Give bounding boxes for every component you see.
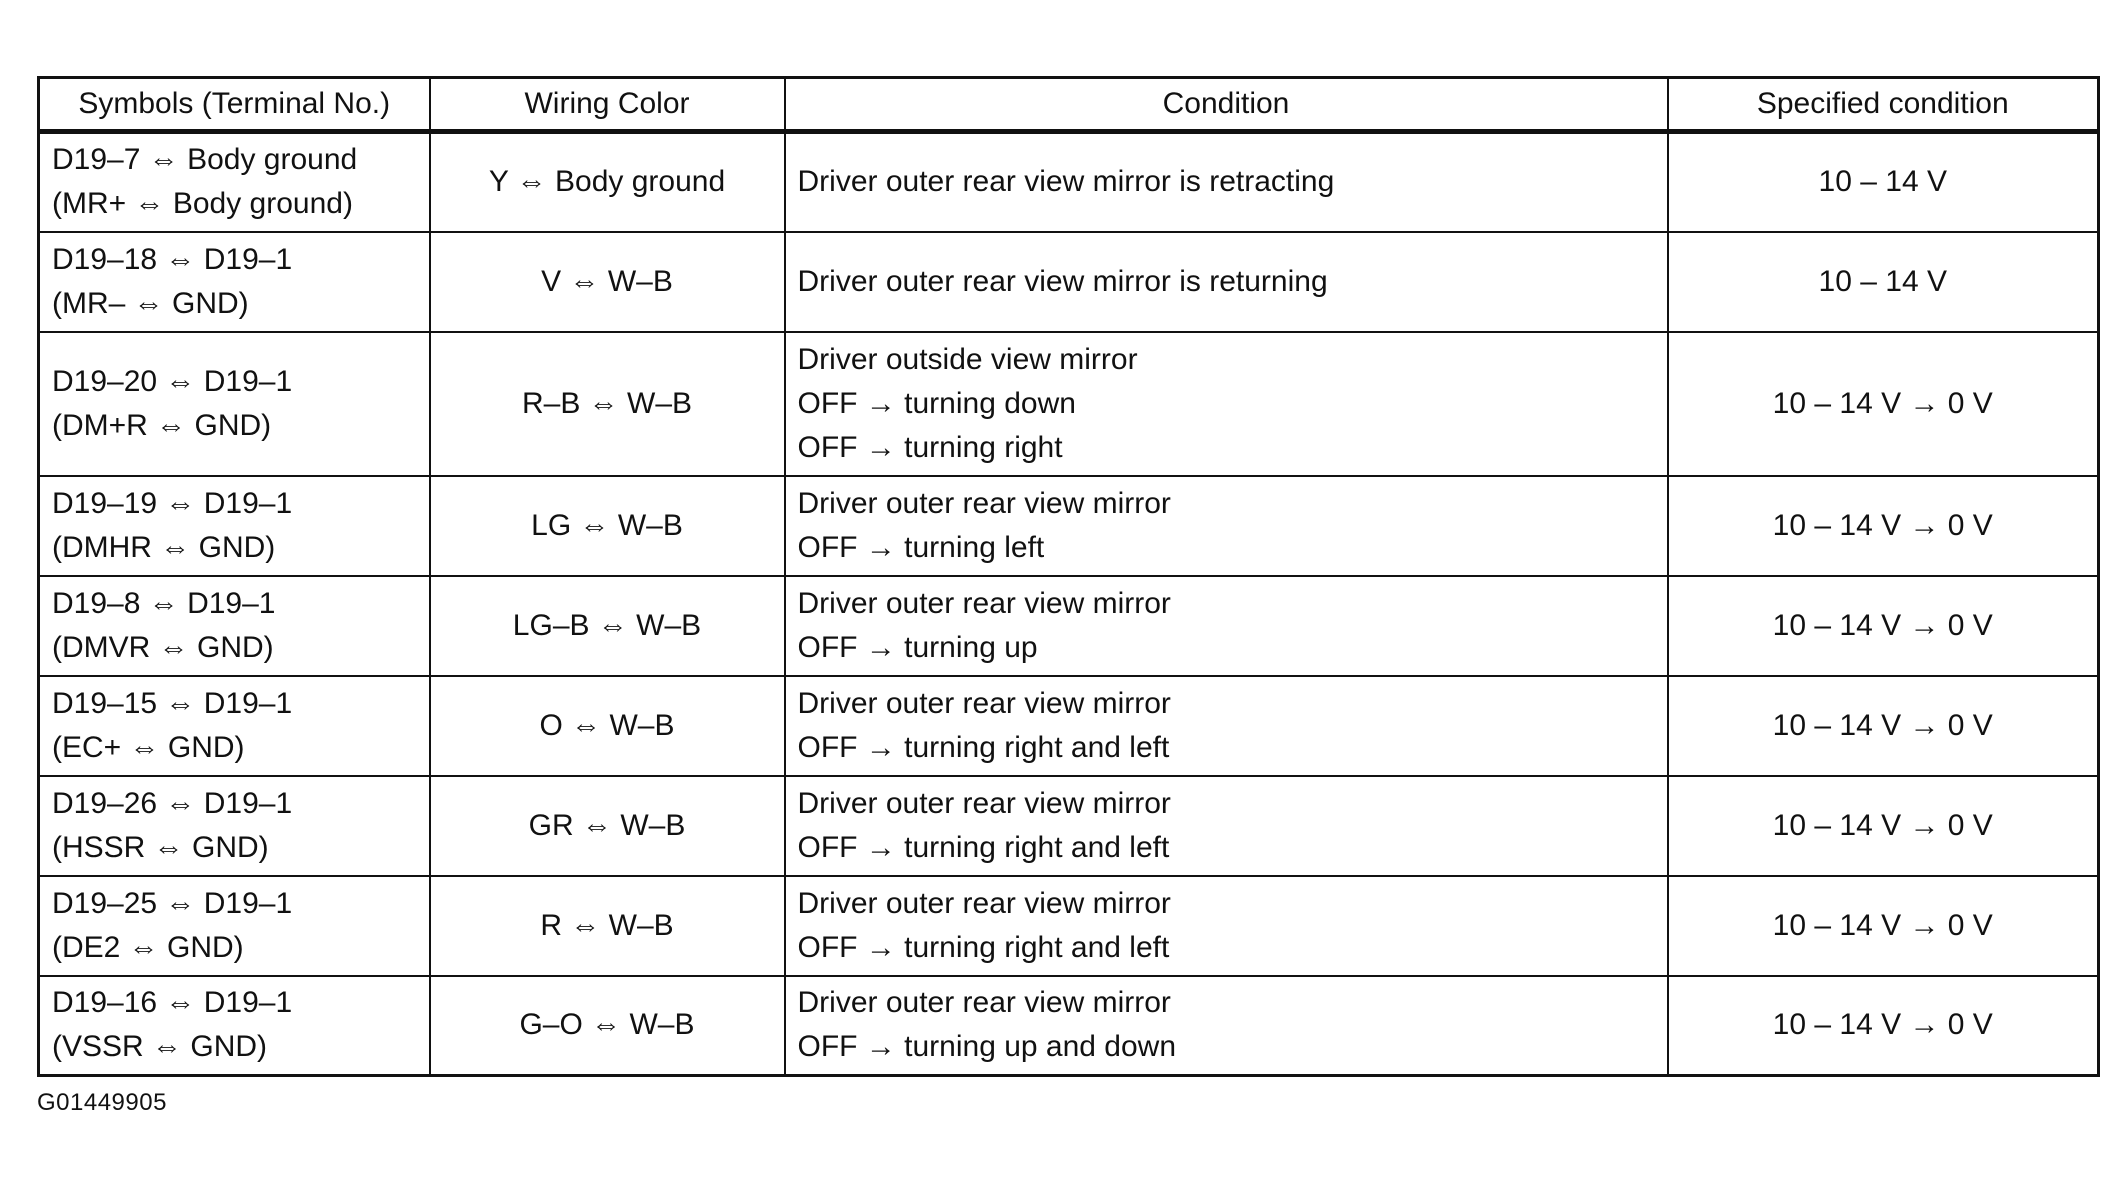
wiring-color-cell: R ⇔ W–B xyxy=(430,876,785,976)
wiring-color-cell: O ⇔ W–B xyxy=(430,676,785,776)
specified-condition-cell: 10 – 14 V → 0 V xyxy=(1668,476,2099,576)
symbols-cell xyxy=(39,876,430,976)
symbols-cell xyxy=(39,676,430,776)
table-row xyxy=(39,132,2099,232)
header-specified-condition: Specified condition xyxy=(1668,78,2099,132)
condition-line: Driver outer rear view mirror xyxy=(797,786,1171,820)
wiring-color-cell: GR ⇔ W–B xyxy=(430,776,785,876)
symbol-signal: (VSSR ⇔ GND) xyxy=(52,1030,268,1064)
wiring-color-cell: Y ⇔ Body ground xyxy=(430,132,785,232)
condition-line: OFF → turning down xyxy=(797,386,1076,420)
wiring-color-cell: V ⇔ W–B xyxy=(430,232,785,332)
condition-cell xyxy=(785,132,1668,232)
condition-cell xyxy=(785,676,1668,776)
condition-line: Driver outer rear view mirror is returning xyxy=(797,264,1328,298)
specified-condition-cell: 10 – 14 V xyxy=(1668,132,2099,232)
condition-line: Driver outer rear view mirror xyxy=(797,886,1171,920)
table-row xyxy=(39,232,2099,332)
symbol-terminal: D19–26 ⇔ D19–1 xyxy=(52,786,293,820)
table-row xyxy=(39,976,2099,1076)
symbol-terminal: D19–7 ⇔ Body ground xyxy=(52,143,358,177)
table-row xyxy=(39,676,2099,776)
symbol-signal: (DE2 ⇔ GND) xyxy=(52,930,244,964)
symbol-signal: (DM+R ⇔ GND) xyxy=(52,408,272,442)
condition-cell xyxy=(785,232,1668,332)
table-header-row xyxy=(39,78,2099,132)
symbol-signal: (MR– ⇔ GND) xyxy=(52,286,249,320)
condition-cell xyxy=(785,332,1668,476)
condition-line: Driver outer rear view mirror xyxy=(797,486,1171,520)
header-condition: Condition xyxy=(785,78,1668,132)
symbol-terminal: D19–20 ⇔ D19–1 xyxy=(52,364,293,398)
condition-line: OFF → turning right and left xyxy=(797,930,1170,964)
table-row xyxy=(39,332,2099,476)
condition-cell xyxy=(785,876,1668,976)
table-row xyxy=(39,776,2099,876)
wiring-color-cell: LG ⇔ W–B xyxy=(430,476,785,576)
symbols-cell xyxy=(39,776,430,876)
condition-line: Driver outside view mirror xyxy=(797,342,1138,376)
condition-line: OFF → turning left xyxy=(797,530,1045,564)
condition-line: OFF → turning right and left xyxy=(797,830,1170,864)
condition-line: OFF → turning up and down xyxy=(797,1030,1177,1064)
header-wiring-color: Wiring Color xyxy=(430,78,785,132)
figure-id-label: G01449905 xyxy=(37,1089,167,1116)
condition-cell xyxy=(785,976,1668,1076)
table-row xyxy=(39,576,2099,676)
symbol-signal: (MR+ ⇔ Body ground) xyxy=(52,187,353,221)
condition-line: OFF → turning up xyxy=(797,630,1038,664)
symbols-cell xyxy=(39,332,430,476)
specified-condition-cell: 10 – 14 V → 0 V xyxy=(1668,332,2099,476)
wiring-color-cell: G–O ⇔ W–B xyxy=(430,976,785,1076)
symbol-terminal: D19–18 ⇔ D19–1 xyxy=(52,242,293,276)
condition-line: Driver outer rear view mirror xyxy=(797,586,1171,620)
condition-line: Driver outer rear view mirror is retracting xyxy=(797,165,1335,199)
symbol-signal: (DMHR ⇔ GND) xyxy=(52,530,276,564)
wiring-color-cell: LG–B ⇔ W–B xyxy=(430,576,785,676)
terminal-spec-table xyxy=(37,76,2100,1077)
symbol-terminal: D19–15 ⇔ D19–1 xyxy=(52,686,293,720)
condition-line: Driver outer rear view mirror xyxy=(797,986,1171,1020)
symbol-signal: (EC+ ⇔ GND) xyxy=(52,730,245,764)
table-row xyxy=(39,476,2099,576)
symbol-signal: (HSSR ⇔ GND) xyxy=(52,830,269,864)
specified-condition-cell: 10 – 14 V → 0 V xyxy=(1668,776,2099,876)
symbol-signal: (DMVR ⇔ GND) xyxy=(52,630,274,664)
condition-cell xyxy=(785,476,1668,576)
condition-cell xyxy=(785,776,1668,876)
symbols-cell xyxy=(39,576,430,676)
symbols-cell xyxy=(39,132,430,232)
specified-condition-cell: 10 – 14 V → 0 V xyxy=(1668,876,2099,976)
specified-condition-cell: 10 – 14 V → 0 V xyxy=(1668,576,2099,676)
symbol-terminal: D19–8 ⇔ D19–1 xyxy=(52,586,276,620)
header-symbols: Symbols (Terminal No.) xyxy=(39,78,430,132)
table-row xyxy=(39,876,2099,976)
symbols-cell xyxy=(39,232,430,332)
specified-condition-cell: 10 – 14 V → 0 V xyxy=(1668,676,2099,776)
spec-table-container xyxy=(37,76,2097,1077)
wiring-color-cell: R–B ⇔ W–B xyxy=(430,332,785,476)
condition-line: OFF → turning right and left xyxy=(797,730,1170,764)
condition-line: OFF → turning right xyxy=(797,430,1063,464)
condition-cell xyxy=(785,576,1668,676)
symbol-terminal: D19–25 ⇔ D19–1 xyxy=(52,886,293,920)
symbols-cell xyxy=(39,476,430,576)
symbols-cell xyxy=(39,976,430,1076)
symbol-terminal: D19–19 ⇔ D19–1 xyxy=(52,486,293,520)
symbol-terminal: D19–16 ⇔ D19–1 xyxy=(52,986,293,1020)
condition-line: Driver outer rear view mirror xyxy=(797,686,1171,720)
specified-condition-cell: 10 – 14 V → 0 V xyxy=(1668,976,2099,1076)
specified-condition-cell: 10 – 14 V xyxy=(1668,232,2099,332)
